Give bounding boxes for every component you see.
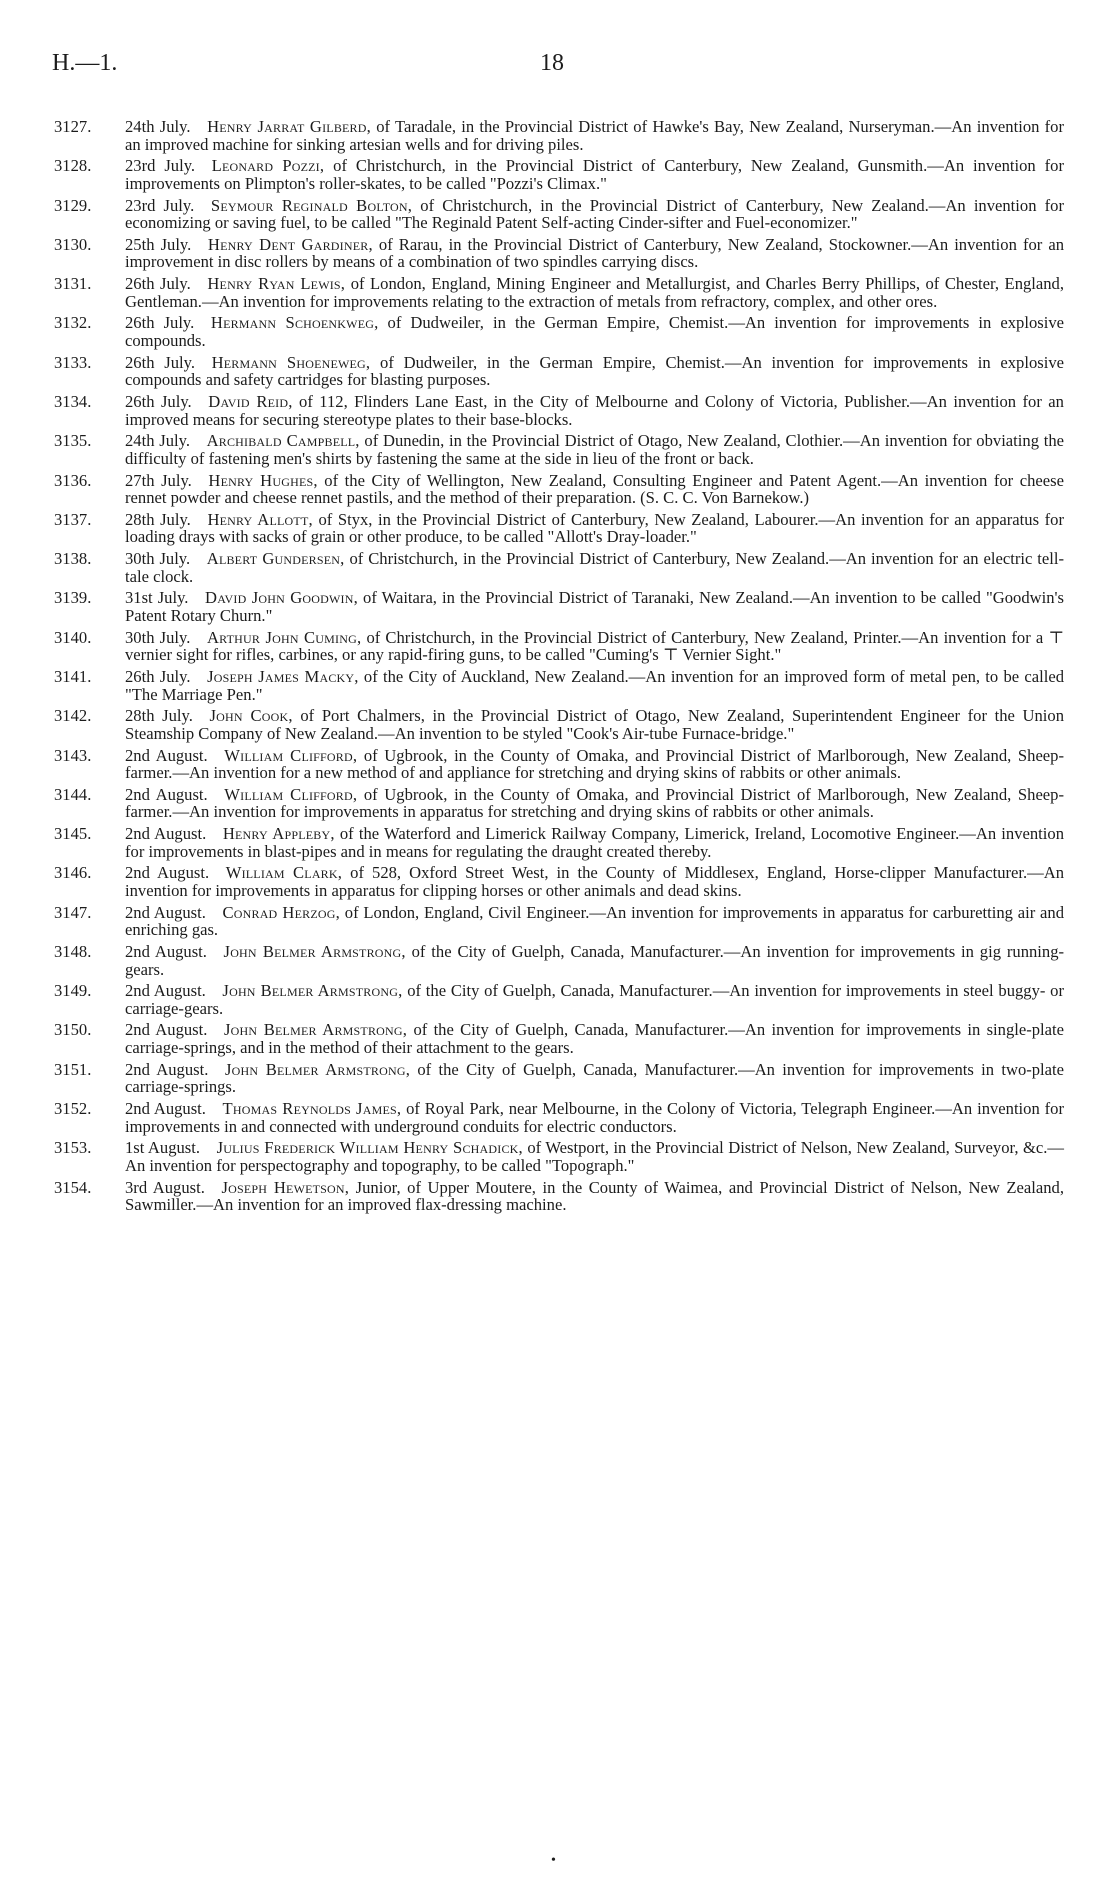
entry-number: 3147.: [54, 902, 92, 922]
entry-number: 3140.: [54, 627, 92, 647]
entry-description: of London, England, Civil Engineer.—An invention for improvements in apparatus for carburetting air and enriching gas.: [125, 902, 1065, 940]
patent-entry: [54, 118, 1064, 153]
document-reference: H.—1.: [52, 50, 118, 76]
entry-number: 3142.: [54, 706, 92, 726]
patent-entry: [54, 197, 1064, 232]
entry-date: 28th July.: [125, 509, 191, 529]
entry-number: 3150.: [54, 1020, 92, 1040]
entry-description: of the City of Guelph, Canada, Manufacturer.—An invention for improvements in single-plate carriage-springs, and in the method of their attachment to the gears.: [125, 1020, 1065, 1058]
patent-entry: [54, 393, 1064, 428]
entry-date: 1st August.: [125, 1138, 201, 1158]
entry-number: 3137.: [54, 509, 92, 529]
patent-entry: [54, 589, 1064, 624]
applicant-name: Henry Jarrat Gilberd,: [207, 117, 371, 136]
patent-entry: [54, 1021, 1064, 1056]
entry-date: 2nd August.: [125, 863, 210, 883]
entry-number: 3153.: [54, 1138, 92, 1158]
entry-description: of Christchurch, in the Provincial District of Canterbury, New Zealand.—An invention for an electric tell-tale clock.: [125, 549, 1064, 586]
patent-entry: [54, 825, 1064, 860]
entry-number: 3144.: [54, 784, 92, 804]
entry-number: 3129.: [54, 195, 92, 215]
patent-entry: [54, 472, 1064, 507]
patent-entries-list: [54, 118, 1064, 1218]
entry-description: of 528, Oxford Street West, in the County of Middlesex, England, Horse-clipper Manufacturer.—An invention for improvements in apparatus for clipping horses or other animals and dead skins.: [125, 863, 1065, 900]
entry-description: of Dudweiler, in the German Empire, Chemist.—An invention for improvements in explosive compounds and safety cartridges for blasting purposes.: [125, 352, 1064, 390]
entry-date: 2nd August.: [125, 1099, 206, 1119]
entry-number: 3134.: [54, 391, 92, 411]
entry-description: of the City of Guelph, Canada, Manufacturer.—An invention for improvements in steel buggy- or carriage-gears.: [125, 981, 1064, 1018]
entry-date: 2nd August.: [125, 784, 208, 804]
applicant-name: Hermann Schoenkweg,: [210, 313, 379, 333]
applicant-name: Joseph Hewetson,: [221, 1177, 350, 1197]
patent-entry: [54, 511, 1064, 546]
applicant-name: Albert Gundersen,: [206, 549, 345, 569]
applicant-name: Henry Appleby,: [222, 824, 335, 844]
entry-date: 28th July.: [125, 706, 193, 726]
entry-description: of Dudweiler, in the German Empire, Chemist.—An invention for improvements in explosive compounds.: [125, 313, 1064, 350]
applicant-name: John Belmer Armstrong,: [223, 941, 406, 961]
entry-description: Junior, of Upper Moutere, in the County of Waimea, and Provincial District of Nelson, New Zealand, Sawmiller.—An invention for an improved flax-dressing machine.: [125, 1177, 1064, 1215]
applicant-name: William Clifford,: [224, 784, 358, 804]
entry-number: 3133.: [54, 352, 92, 372]
patent-entry: [54, 157, 1064, 192]
entry-number: 3131.: [54, 274, 92, 294]
entry-number: 3135.: [54, 431, 92, 451]
entry-date: 2nd August.: [125, 941, 207, 961]
entry-number: 3141.: [54, 666, 92, 686]
entry-number: 3146.: [54, 863, 92, 883]
applicant-name: Seymour Reginald Bolton,: [210, 195, 413, 215]
applicant-name: John Belmer Armstrong,: [222, 981, 403, 1001]
entry-date: 2nd August.: [125, 981, 206, 1001]
patent-entry: [54, 1100, 1064, 1135]
patent-entry: [54, 1179, 1064, 1214]
patent-entry: [54, 747, 1064, 782]
patent-entry: [54, 354, 1064, 389]
entry-date: 31st July.: [125, 588, 189, 608]
patent-entry: [54, 629, 1064, 664]
entry-date: 23rd July.: [125, 195, 195, 215]
entry-description: of the City of Auckland, New Zealand.—An invention for an improved form of metal pen, to be called "The Marriage Pen.": [125, 666, 1065, 704]
entry-date: 25th July.: [125, 234, 192, 254]
patent-entry: [54, 707, 1064, 742]
entry-date: 2nd August.: [125, 1020, 208, 1040]
entry-description: of Port Chalmers, in the Provincial District of Otago, New Zealand, Superintendent Engineer for the Union Steamship Company of New Zealand.—An invention to be styled "Cook's Air-tube Furnace-bridge.": [125, 706, 1064, 743]
page-header: [0, 50, 1114, 90]
patent-entry: [54, 550, 1064, 585]
entry-date: 30th July.: [125, 627, 191, 647]
entry-number: 3154.: [54, 1177, 92, 1197]
entry-number: 3132.: [54, 313, 92, 333]
entry-number: 3151.: [54, 1059, 92, 1079]
entry-description: of Rarau, in the Provincial District of Canterbury, New Zealand, Stockowner.—An invention for an improvement in disc rollers by means of a combination of two spindles carrying discs.: [125, 234, 1065, 272]
entry-number: 3130.: [54, 234, 92, 254]
entry-date: 2nd August.: [125, 902, 206, 922]
applicant-name: John Belmer Armstrong,: [224, 1059, 411, 1079]
applicant-name: Archibald Campbell,: [206, 431, 360, 451]
applicant-name: Joseph James Macky,: [207, 666, 359, 686]
patent-entry: [54, 864, 1064, 899]
entry-date: 26th July.: [125, 666, 191, 686]
patent-entry: [54, 236, 1064, 271]
applicant-name: Henry Hughes,: [208, 470, 318, 490]
patent-entry: [54, 943, 1064, 978]
patent-entry: [54, 432, 1064, 467]
patent-entry: [54, 1139, 1064, 1174]
entry-date: 23rd July.: [125, 156, 196, 176]
entry-description: of London, England, Mining Engineer and Metallurgist, and Charles Berry Phillips, of Chester, England, Gentleman.—An invention for improvements relating to the extraction of metals from refractory, complex, and other ores.: [125, 274, 1064, 311]
entry-description: of Ugbrook, in the County of Omaka, and Provincial District of Marlborough, New Zealand, Sheep-farmer.—An invention for improvements in apparatus for stretching and drying skins of rabbits or other animals.: [125, 784, 1064, 822]
applicant-name: David Reid,: [208, 391, 293, 411]
page-number: 18: [540, 50, 564, 76]
entry-number: 3127.: [54, 117, 92, 136]
entry-date: 27th July.: [125, 470, 192, 490]
entry-number: 3143.: [54, 745, 92, 765]
patent-entry: [54, 982, 1064, 1017]
entry-description: of the City of Wellington, New Zealand, Consulting Engineer and Patent Agent.—An invention for cheese rennet powder and cheese rennet pastils, and the method of their preparation. (S. C. C. Von Barnekow.): [125, 470, 1064, 508]
entry-number: 3136.: [54, 470, 92, 490]
patent-entry: [54, 668, 1064, 703]
applicant-name: Hermann Shoeneweg,: [211, 352, 371, 372]
patent-entry: [54, 904, 1064, 939]
entry-number: 3139.: [54, 588, 92, 608]
entry-description: of Christchurch, in the Provincial District of Canterbury, New Zealand, Printer.—An invention for a ⊤ vernier sight for rifles, carbines, or any rapid-firing guns, to be called "Cuming's ⊤ Vernier Sight.": [125, 627, 1064, 665]
applicant-name: John Cook,: [209, 706, 293, 726]
applicant-name: John Belmer Armstrong,: [223, 1020, 408, 1040]
applicant-name: William Clark,: [225, 863, 343, 883]
applicant-name: Henry Dent Gardiner,: [207, 234, 373, 254]
entry-number: 3138.: [54, 549, 92, 569]
entry-date: 26th July.: [125, 391, 192, 411]
applicant-name: Henry Allott,: [207, 509, 313, 529]
entry-description: of Christchurch, in the Provincial District of Canterbury, New Zealand.—An invention for economizing or saving fuel, to be called "The Reginald Patent Self-acting Cinder-sifter and Fuel-economizer.": [125, 195, 1064, 233]
entry-date: 3rd August.: [125, 1177, 205, 1197]
applicant-name: David John Goodwin,: [205, 588, 358, 608]
entry-date: 24th July.: [125, 117, 191, 136]
applicant-name: Julius Frederick William Henry Schadick,: [216, 1138, 523, 1158]
entry-description: of Dunedin, in the Provincial District of Otago, New Zealand, Clothier.—An invention for obviating the difficulty of fastening men's shirts by fastening the same at the side in lieu of the front or back.: [125, 431, 1064, 468]
entry-description: of Christchurch, in the Provincial District of Canterbury, New Zealand, Gunsmith.—An invention for improvements on Plimpton's roller-skates, to be called "Pozzi's Climax.": [125, 156, 1064, 193]
applicant-name: William Clifford,: [224, 745, 358, 765]
entry-description: of Taradale, in the Provincial District of Hawke's Bay, New Zealand, Nurseryman.—An invention for an improved machine for sinking artesian wells and for driving piles.: [125, 117, 1064, 154]
applicant-name: Thomas Reynolds James,: [222, 1099, 402, 1119]
entry-number: 3149.: [54, 981, 92, 1001]
entry-date: 26th July.: [125, 313, 195, 333]
entry-number: 3145.: [54, 824, 92, 844]
entry-description: of Westport, in the Provincial District of Nelson, New Zealand, Surveyor, &c.—An invention for perspectography and topography, to be called "Topograph.": [125, 1138, 1064, 1175]
entry-date: 2nd August.: [125, 824, 207, 844]
applicant-name: Henry Ryan Lewis,: [207, 274, 346, 294]
entry-description: of the City of Guelph, Canada, Manufacturer.—An invention for improvements in two-plate carriage-springs.: [125, 1059, 1065, 1097]
entry-description: of Ugbrook, in the County of Omaka, and Provincial District of Marlborough, New Zealand, Sheep-farmer.—An invention for a new method of and appliance for stretching and drying skins of rabbits or other animals.: [125, 745, 1064, 783]
entry-description: of Waitara, in the Provincial District of Taranaki, New Zealand.—An invention to be called "Goodwin's Patent Rotary Churn.": [125, 588, 1064, 625]
entry-date: 2nd August.: [125, 1059, 209, 1079]
entry-date: 26th July.: [125, 274, 191, 294]
entry-description: of Styx, in the Provincial District of Canterbury, New Zealand, Labourer.—An invention for an apparatus for loading drays with sacks of grain or other produce, to be called "Allott's Dray-loader.": [125, 509, 1064, 547]
entry-date: 30th July.: [125, 549, 191, 569]
entry-number: 3148.: [54, 941, 92, 961]
applicant-name: Arthur John Cuming,: [206, 627, 362, 647]
entry-date: 2nd August.: [125, 745, 208, 765]
footer-mark: •: [551, 1853, 556, 1868]
applicant-name: Leonard Pozzi,: [211, 156, 325, 176]
entry-description: of the City of Guelph, Canada, Manufacturer.—An invention for improvements in gig running-gears.: [125, 941, 1065, 979]
patent-entry: [54, 1061, 1064, 1096]
entry-number: 3152.: [54, 1099, 92, 1119]
patent-entry: [54, 314, 1064, 349]
patent-entry: [54, 786, 1064, 821]
entry-description: of Royal Park, near Melbourne, in the Colony of Victoria, Telegraph Engineer.—An invention for improvements in and connected with underground conduits for electric conductors.: [125, 1099, 1064, 1136]
patent-entry: [54, 275, 1064, 310]
entry-description: of 112, Flinders Lane East, in the City of Melbourne and Colony of Victoria, Publisher.—An invention for an improved means for securing stereotype plates to their base-blocks.: [125, 391, 1064, 429]
entry-date: 24th July.: [125, 431, 190, 451]
entry-date: 26th July.: [125, 352, 195, 372]
entry-description: of the Waterford and Limerick Railway Company, Limerick, Ireland, Locomotive Engineer.—An invention for improvements in blast-pipes and in means for regulating the draught created thereby.: [125, 824, 1064, 861]
entry-number: 3128.: [54, 156, 92, 176]
applicant-name: Conrad Herzog,: [222, 902, 340, 922]
